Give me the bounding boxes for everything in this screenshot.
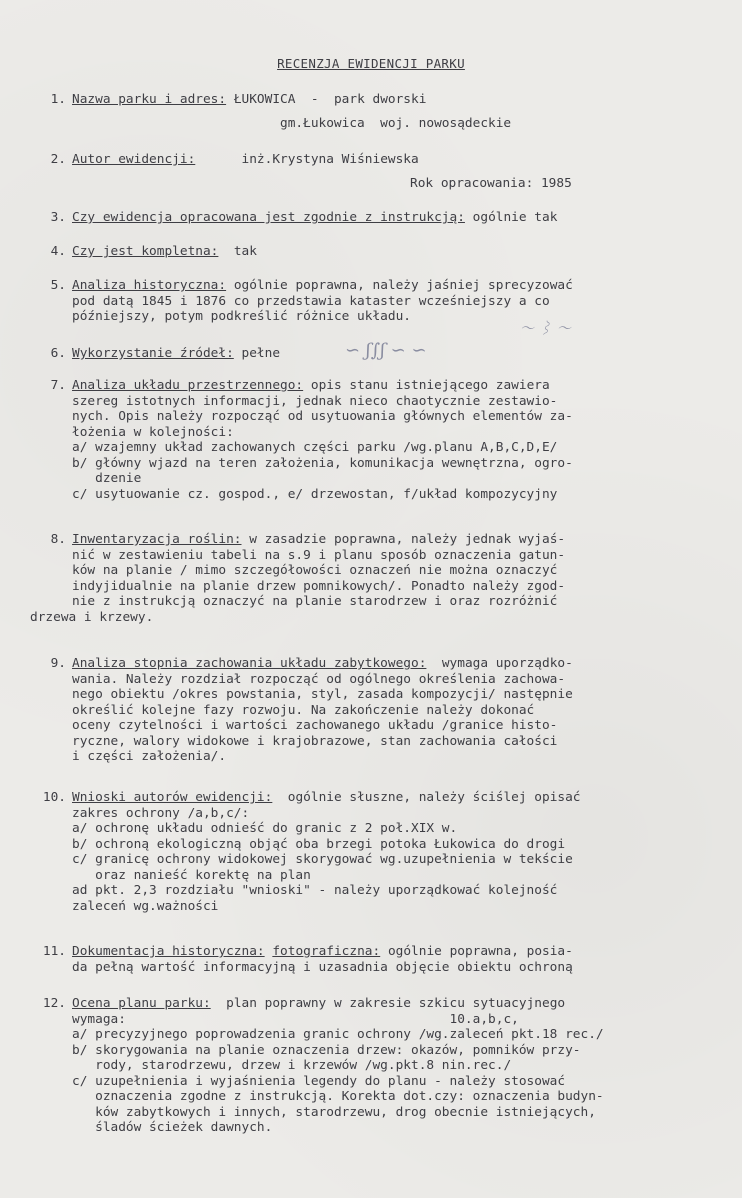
section-text: pod datą 1845 i 1876 co przedstawia kataster wcześniejszy a co [72, 293, 550, 309]
section-value: pełne [241, 346, 281, 361]
section-12 [30, 996, 730, 1136]
section-text: łożenia w kolejności: [72, 424, 234, 440]
section-number: 1. [50, 92, 66, 107]
section-number: 2. [50, 152, 66, 167]
section-text: ogólnie słuszne, należy ściślej opisać [287, 790, 581, 805]
section-number: 4. [50, 244, 66, 259]
section-number: 10. [42, 790, 66, 805]
section-number: 3. [50, 210, 66, 225]
section-number: 5. [50, 278, 66, 293]
park-name: ŁUKOWICA - park dworski [233, 92, 427, 107]
section-8 [30, 532, 730, 625]
section-text: ków na planie / mimo szczegółowości oznaczeń nie można oznaczyć [72, 563, 558, 578]
section-text: wania. Należy rozdział rozpocząć od ogólnego określenia zachowa- [72, 671, 566, 687]
section-4 [30, 244, 730, 260]
section-label: Czy jest kompletna: [72, 244, 219, 259]
section-value: ogólnie tak [472, 210, 558, 225]
section-10 [30, 790, 730, 914]
handwritten-pencil-scribble: ∽ ʃ∫ʃ ∽ ∽ [345, 340, 427, 361]
section-label: Analiza układu przestrzennego: [72, 378, 304, 393]
section-text: ogólnie poprawna, należy jaśniej sprecyzować [233, 278, 573, 293]
document-title: RECENZJA EWIDENCJI PARKU [277, 56, 465, 71]
section-text: ków zabytkowych i innych, starodrzewu, drog obecnie istniejących, [72, 1104, 596, 1120]
section-label: Wykorzystanie źródeł: [72, 346, 234, 361]
section-text: da pełną wartość informacyjną i uzasadnia objęcie obiektu ochroną [72, 959, 573, 975]
year-of-preparation: Rok opracowania: 1985 [410, 175, 572, 191]
section-text: określić kolejne fazy rozwoju. Na zakończenie należy dokonać [72, 702, 535, 718]
section-label: Autor ewidencji: [72, 152, 196, 167]
section-text: c/ usytuowanie cz. gospod., e/ drzewostan, f/układ kompozycyjny [72, 486, 558, 502]
section-text: w zasadzie poprawna, należy jednak wyjaś- [249, 532, 566, 547]
section-label-correction: fotograficzna: [272, 944, 381, 959]
section-5 [30, 278, 730, 325]
section-7 [30, 378, 730, 502]
section-11 [30, 944, 730, 975]
section-text: b/ skorygowania na planie oznaczenia drzew: okazów, pomników przy- [72, 1042, 581, 1058]
section-text: zakres ochrony /a,b,c/: [72, 805, 250, 821]
section-text: oraz nanieść korektę na plan [72, 867, 311, 883]
section-text: nych. Opis należy rozpocząć od usytuowania głównych elementów za- [72, 409, 573, 424]
section-label: Dokumentacja historyczna: [72, 944, 265, 959]
section-text: ryczne, walory widokowe i krajobrazowe, stan zachowania całości [72, 733, 558, 749]
section-text: nić w zestawieniu tabeli na s.9 i planu sposób oznaczenia gatun- [72, 547, 566, 563]
section-text: b/ główny wjazd na teren założenia, komunikacja wewnętrzna, ogro- [72, 455, 573, 471]
section-number: 6. [50, 346, 66, 361]
section-1 [30, 92, 730, 131]
section-number: 8. [50, 532, 66, 547]
section-text: szereg istotnych informacji, jednak nieco chaotycznie zestawio- [72, 393, 558, 409]
section-3 [30, 210, 730, 226]
section-text: zaleceń wg.ważności [72, 898, 219, 914]
section-text: a/ wzajemny układ zachowanych części parku /wg.planu A,B,C,D,E/ [72, 440, 558, 455]
section-9 [30, 656, 730, 765]
section-number: 7. [50, 378, 66, 393]
section-text: ad pkt. 2,3 rozdziału "wnioski" - należy uporządkować kolejność [72, 883, 558, 898]
section-text: śladów ścieżek dawnych. [72, 1120, 273, 1135]
section-2 [30, 152, 730, 191]
section-text: nego obiektu /okres powstania, styl, zasada kompozycji/ następnie [72, 687, 573, 702]
handwritten-pencil-note: 〜 ⌇ 〜 [520, 321, 571, 337]
section-text: i części założenia/. [72, 749, 227, 764]
section-text: a/ precyzyjnego poprowadzenia granic ochrony /wg.zaleceń pkt.18 rec./ [72, 1027, 604, 1042]
section-text: c/ granicę ochrony widokowej skorygować wg.uzupełnienia w tekście [72, 852, 573, 867]
section-text: indyjidualnie na planie drzew pomnikowych/. Ponadto należy zgod- [72, 578, 566, 594]
section-text: plan poprawny w zakresie szkicu sytuacyjnego [226, 996, 566, 1011]
section-number: 11. [42, 944, 66, 959]
park-address: gm.Łukowica woj. nowosądeckie [280, 115, 512, 131]
section-text: wymaga uporządko- [441, 656, 573, 671]
section-label: Wnioski autorów ewidencji: [72, 790, 273, 805]
section-text: ogólnie poprawna, posia- [387, 944, 573, 959]
section-text: c/ uzupełnienia i wyjaśnienia legendy do planu - należy stosować [72, 1073, 566, 1089]
section-label: Ocena planu parku: [72, 996, 211, 1011]
section-text: późniejszy, potym podkreślić różnice układu. [72, 309, 411, 324]
section-number: 12. [42, 996, 66, 1011]
author-name: inż.Krystyna Wiśniewska [241, 152, 419, 167]
section-text: wymaga: 10.a,b,c, [72, 1011, 519, 1027]
section-text: nie z instrukcją oznaczyć na planie starodrzew i oraz rozróżnić [72, 594, 558, 609]
section-text: a/ ochronę układu odnieść do granic z 2 poł.XIX w. [72, 821, 458, 836]
section-number: 9. [50, 656, 66, 671]
section-label: Czy ewidencja opracowana jest zgodnie z instrukcją: [72, 210, 465, 225]
section-text: oznaczenia zgodne z instrukcją. Korekta dot.czy: oznaczenia budyn- [72, 1089, 604, 1104]
section-text: rody, starodrzewu, drzew i krzewów /wg.pkt.8 nin.rec./ [72, 1058, 512, 1073]
section-text: dzenie [72, 471, 142, 486]
section-text: drzewa i krzewy. [30, 609, 154, 625]
section-text: b/ ochroną ekologiczną objąć oba brzegi potoka Łukowica do drogi [72, 836, 566, 852]
section-text: opis stanu istniejącego zawiera [310, 378, 550, 393]
section-label: Inwentaryzacja roślin: [72, 532, 242, 547]
section-label: Nazwa parku i adres: [72, 92, 227, 107]
section-label: Analiza historyczna: [72, 278, 227, 293]
section-label: Analiza stopnia zachowania układu zabytkowego: [72, 656, 427, 671]
section-text: oceny czytelności i wartości zachowanego układu /granice histo- [72, 718, 558, 733]
section-value: tak [233, 244, 257, 259]
